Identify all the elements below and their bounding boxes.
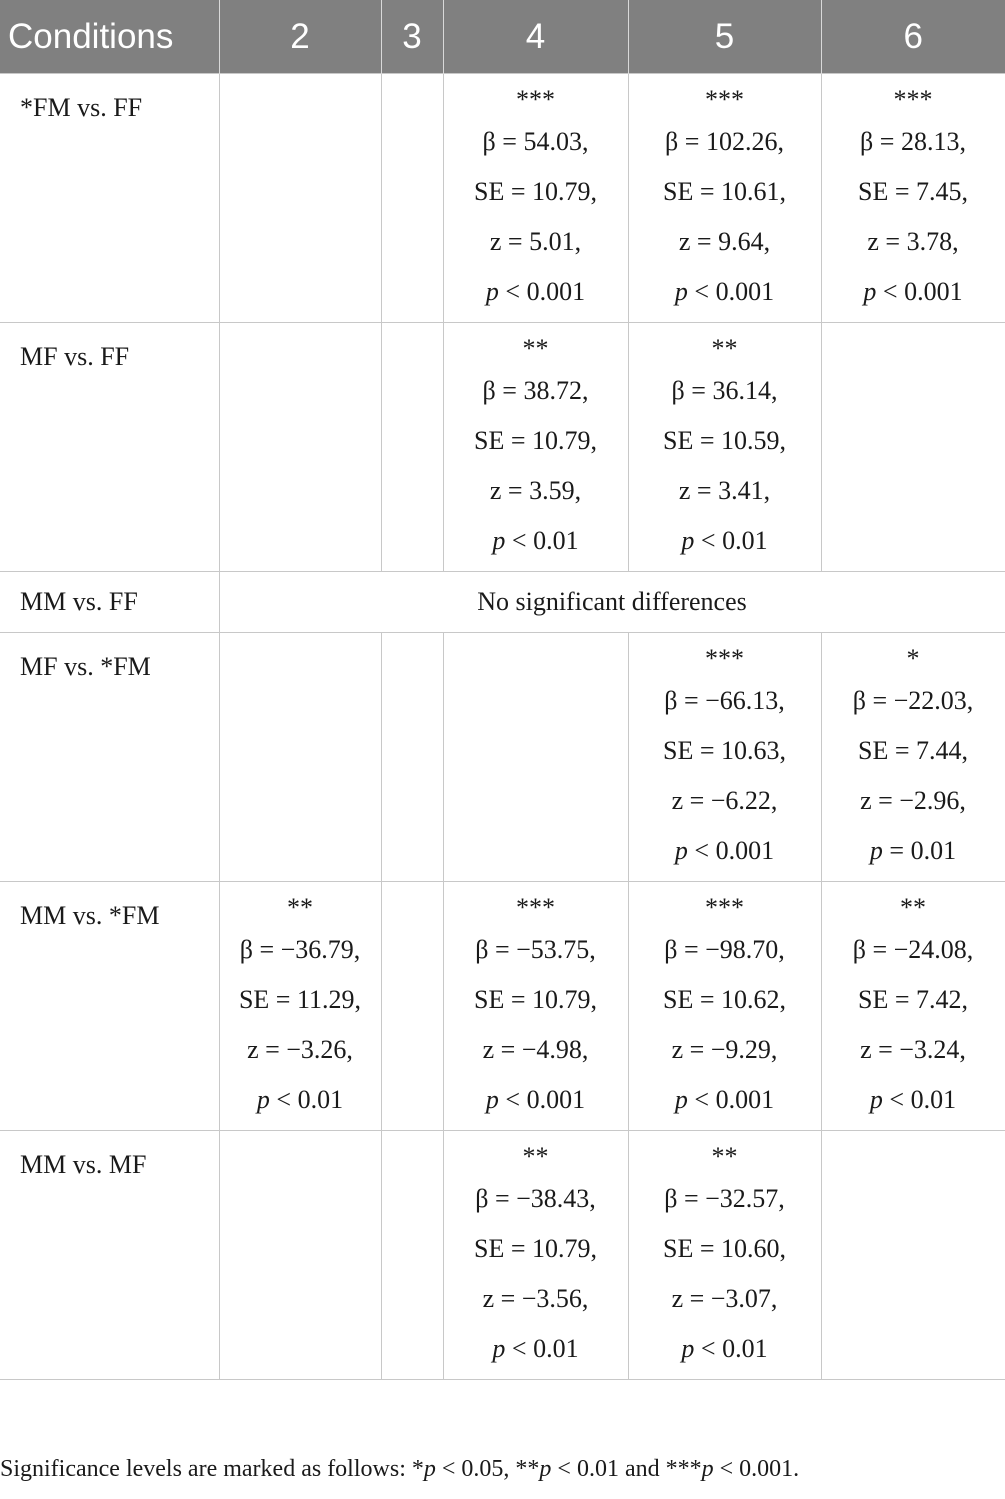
stat-line: p < 0.001	[674, 836, 775, 865]
stat-cell	[821, 1131, 1005, 1380]
significance-stars: ***	[893, 85, 933, 114]
stat-line: β = −36.79,	[239, 935, 361, 964]
stat-cell	[628, 1131, 821, 1380]
stat-line: SE = 11.29,	[238, 985, 362, 1014]
stat-line: z = −3.24,	[860, 1035, 966, 1064]
stat-cell	[219, 1131, 381, 1380]
stat-line: β = 38.72,	[482, 376, 589, 405]
stat-cell	[219, 323, 381, 572]
stat-cell	[381, 882, 443, 1131]
stat-line: p < 0.001	[485, 1085, 586, 1114]
stat-line: p < 0.001	[674, 1085, 775, 1114]
stat-cell	[219, 74, 381, 323]
stat-line: z = −3.26,	[247, 1035, 353, 1064]
condition-label: MF vs. *FM	[0, 633, 219, 882]
significance-stars: **	[522, 334, 549, 363]
stat-line: p < 0.01	[869, 1085, 957, 1114]
header-col-6: 6	[821, 0, 1005, 74]
stat-line: p < 0.001	[863, 277, 963, 306]
significance-stars: **	[711, 334, 738, 363]
header-col-5: 5	[628, 0, 821, 74]
stat-line: z = −9.29,	[671, 1035, 778, 1064]
stat-cell	[443, 1131, 628, 1380]
significance-stars: **	[711, 1142, 738, 1171]
table-row	[0, 882, 1005, 1131]
header-col-4: 4	[443, 0, 628, 74]
stat-line: β = −22.03,	[852, 686, 974, 715]
stat-line: β = −66.13,	[664, 686, 785, 715]
stat-line: SE = 7.45,	[857, 177, 968, 206]
stat-line: SE = 10.63,	[662, 736, 786, 765]
stat-cell	[821, 633, 1005, 882]
table-body	[0, 74, 1005, 1380]
stat-cell	[628, 882, 821, 1131]
stat-line: z = −6.22,	[671, 786, 778, 815]
stat-line: p < 0.01	[681, 526, 768, 555]
footnote: Significance levels are marked as follows: *p < 0.05, **p < 0.01 and ***p < 0.001.	[0, 1456, 800, 1482]
stat-line: p < 0.01	[492, 1334, 579, 1363]
stat-line: β = −98.70,	[664, 935, 785, 964]
stat-line: z = 3.59,	[489, 476, 582, 505]
stat-cell	[381, 633, 443, 882]
condition-label: MM vs. *FM	[0, 882, 219, 1131]
stat-cell	[443, 633, 628, 882]
condition-label: *FM vs. FF	[0, 74, 219, 323]
stat-line: p < 0.01	[681, 1334, 768, 1363]
significance-stars: **	[522, 1142, 549, 1171]
stat-line: z = 3.41,	[678, 476, 771, 505]
stat-cell	[628, 74, 821, 323]
header-col-3: 3	[381, 0, 443, 74]
significance-stars: **	[287, 893, 313, 922]
stat-line: p < 0.01	[256, 1085, 344, 1114]
stat-line: β = −32.57,	[664, 1184, 785, 1213]
table-row	[0, 323, 1005, 572]
stat-cell	[821, 882, 1005, 1131]
stat-line: SE = 10.79,	[473, 1234, 597, 1263]
stat-line: SE = 10.79,	[473, 426, 597, 455]
stat-line: SE = 10.61,	[662, 177, 786, 206]
stat-line: p < 0.01	[492, 526, 579, 555]
stat-line: z = 5.01,	[489, 227, 582, 256]
stat-line: β = −53.75,	[475, 935, 596, 964]
stat-line: β = 36.14,	[671, 376, 778, 405]
no-differences-cell: No significant differences	[219, 572, 1005, 633]
significance-stars: ***	[516, 85, 555, 114]
stat-line: z = −3.07,	[671, 1284, 778, 1313]
stat-line: SE = 10.79,	[473, 985, 597, 1014]
stat-line: β = −24.08,	[852, 935, 974, 964]
condition-label: MM vs. FF	[0, 572, 219, 633]
stat-line: SE = 10.60,	[662, 1234, 786, 1263]
stat-line: β = 54.03,	[482, 127, 589, 156]
stat-line: β = −38.43,	[475, 1184, 596, 1213]
stat-cell	[628, 323, 821, 572]
table-header-row	[0, 0, 1005, 74]
stat-cell	[219, 633, 381, 882]
stat-line: SE = 10.62,	[662, 985, 786, 1014]
stat-line: SE = 7.44,	[857, 736, 968, 765]
stat-cell	[821, 323, 1005, 572]
stat-line: SE = 10.59,	[662, 426, 786, 455]
condition-label: MF vs. FF	[0, 323, 219, 572]
stat-cell	[443, 882, 628, 1131]
stat-line: p < 0.001	[485, 277, 586, 306]
stat-cell	[219, 882, 381, 1131]
significance-stars: **	[900, 893, 926, 922]
stat-line: z = −3.56,	[482, 1284, 589, 1313]
table-row	[0, 572, 1005, 633]
header-conditions: Conditions	[0, 0, 219, 74]
stat-cell	[443, 74, 628, 323]
stat-line: z = −2.96,	[860, 786, 966, 815]
table-row	[0, 74, 1005, 323]
stat-line: z = −4.98,	[482, 1035, 589, 1064]
table-row	[0, 1131, 1005, 1380]
stat-line: p < 0.001	[674, 277, 775, 306]
stat-line: z = 9.64,	[678, 227, 771, 256]
stat-line: β = 102.26,	[665, 127, 784, 156]
stat-cell	[381, 74, 443, 323]
header-col-2: 2	[219, 0, 381, 74]
stat-cell	[381, 1131, 443, 1380]
table-row	[0, 633, 1005, 882]
stat-line: SE = 10.79,	[473, 177, 597, 206]
stat-cell	[443, 323, 628, 572]
stat-cell	[628, 633, 821, 882]
stat-cell	[821, 74, 1005, 323]
stat-line: p = 0.01	[869, 836, 957, 865]
stat-line: β = 28.13,	[860, 127, 966, 156]
significance-stars: *	[906, 644, 920, 673]
stat-cell	[381, 323, 443, 572]
stat-line: z = 3.78,	[867, 227, 959, 256]
significance-stars: ***	[705, 644, 744, 673]
significance-stars: ***	[516, 893, 555, 922]
significance-stars: ***	[705, 893, 744, 922]
stat-line: SE = 7.42,	[857, 985, 968, 1014]
significance-stars: ***	[705, 85, 744, 114]
condition-label: MM vs. MF	[0, 1131, 219, 1380]
